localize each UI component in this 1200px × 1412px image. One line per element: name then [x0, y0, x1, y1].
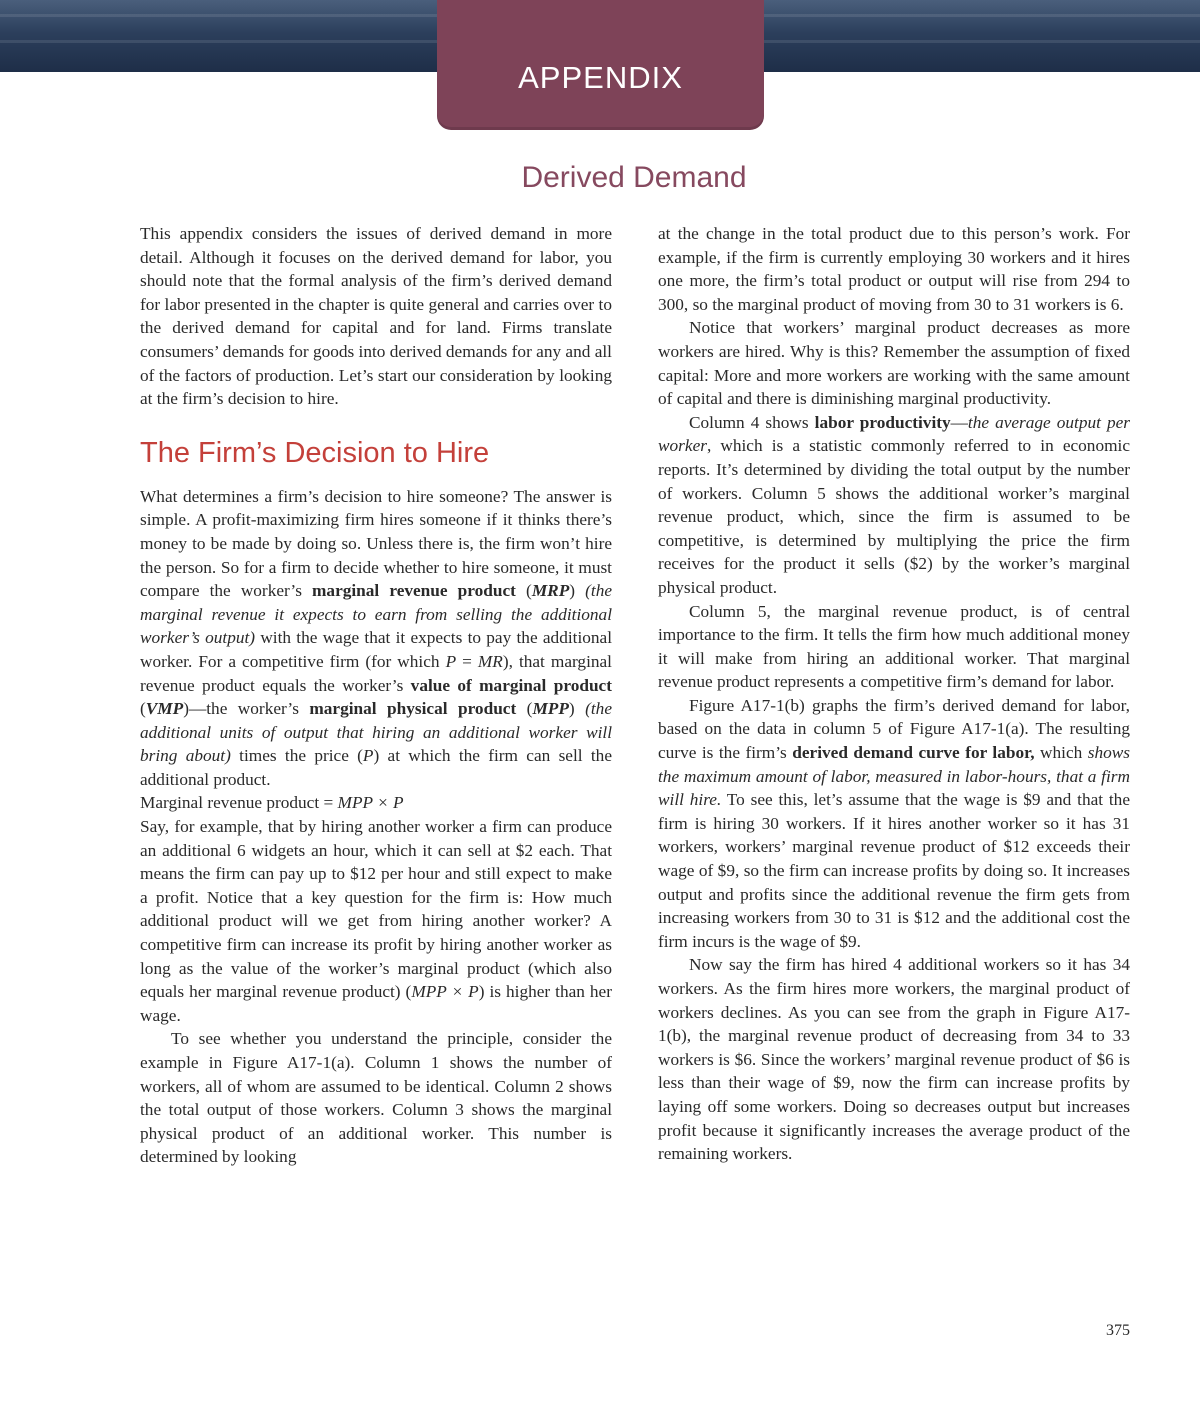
derived-demand-curve-paragraph: Figure A17-1(b) graphs the firm’s derived demand for labor, based on the data in column 5 of Figure A17-1(a). The resulting curve is the firm’s derived demand curve for labor, which shows the maximum amount of labor, measured in labor-hours, that a firm will hire. To see this, let’s assume that the wage is $9 and that the firm is hiring 30 workers. If it hires another worker so it has 31 workers, workers’ marginal revenue product of $12 exceeds their wage of $9, so the firm can increase profits by doing so. It increases output and profits since the additional revenue the firm gets from increasing workers from 30 to 31 is $12 and the additional cost the firm incurs is the wage of $9.: [658, 695, 1131, 951]
page-number: 375: [1106, 1322, 1130, 1339]
appendix-tab: [437, 0, 764, 130]
diminishing-paragraph: Notice that workers’ marginal product decreases as more workers are hired. Why is this? Remember the assumption of fixed capital: More and more workers are working with the same amount of capital and there is diminishing marginal productivity.: [658, 318, 1130, 409]
continued-paragraph: at the change in the total product due to this person’s work. For example, if the firm is currently employing 30 workers and it hires one more, the firm’s total product or output will rise from 294 to 300, so the marginal product of moving from 30 to 31 workers is 6.: [658, 224, 1130, 314]
example-paragraph: Say, for example, that by hiring another worker a firm can produce an additional 6 widgets an hour, which it can sell at $2 each. That means the firm can pay up to $12 per hour and still expect to make a profit. Notice that a key question for the firm is: How much additional product will we get from hiring another worker? A competitive firm can increase its profit by hiring another worker as long as the value of the worker’s marginal product (which also equals her marginal revenue product) (MPP × P) is higher than her wage.: [140, 817, 612, 1025]
mrp-importance-paragraph: Column 5, the marginal revenue product, is of central importance to the firm. It tells the firm how much additional money it will make from hiring an additional worker. That marginal revenue product represents a competitive firm’s demand for labor.: [658, 601, 1130, 692]
section-heading: The Firm’s Decision to Hire: [140, 436, 490, 469]
appendix-tab-label: APPENDIX: [518, 60, 683, 95]
page-title: Derived Demand: [521, 161, 747, 194]
mrp-equation: Marginal revenue product = MPP × P: [140, 793, 404, 813]
right-column: [658, 222, 1130, 1166]
layoff-paragraph: Now say the firm has hired 4 additional workers so it has 34 workers. As the firm hires more workers, the marginal product of workers declines. As you can see from the graph in Figure A17-1(b), the marginal revenue product of decreasing from 34 to 33 workers is $6. Since the workers’ marginal revenue product of $6 is less than their wage of $9, now the firm can increase profits by laying off some workers. Doing so decreases output but increases profit because it significantly increases the average product of the remaining workers.: [658, 955, 1130, 1164]
figure-reference-paragraph: To see whether you understand the principle, consider the example in Figure A17-1(a). Column 1 shows the number of workers, all of whom are assumed to be identical. Column 2 shows the total output of those workers. Column 3 shows the marginal physical product of an additional worker. This number is determined by looking: [140, 1029, 612, 1167]
left-column: [140, 222, 612, 1169]
intro-paragraph: This appendix considers the issues of derived demand in more detail. Although it focuses on the derived demand for labor, you should note that the formal analysis of the firm’s derived demand for labor presented in the chapter is quite general and carries over to the derived demand for capital and for land. Firms translate consumers’ demands for goods into derived demands for any and all of the factors of production. Let’s start our consideration by looking at the firm’s decision to hire.: [140, 224, 612, 409]
labor-productivity-paragraph: Column 4 shows labor productivity—the average output per worker, which is a statistic commonly referred to in economic reports. It’s determined by dividing the total output by the number of workers. Column 5 shows the additional worker’s marginal revenue product, which, since the firm is assumed to be competitive, is determined by multiplying the price the firm receives for the product it sells ($2) by the worker’s marginal physical product.: [658, 412, 1130, 597]
hire-decision-paragraph: What determines a firm’s decision to hire someone? The answer is simple. A profit-maximizing firm hires someone if it thinks there’s money to be made by doing so. Unless there is, the firm won’t hire the person. So for a firm to decide whether to hire someone, it must compare the worker’s marginal revenue product (MRP) (the marginal revenue it expects to earn from selling the additional worker’s output) with the wage that it expects to pay the additional worker. For a competitive firm (for which P = MR), that marginal revenue product equals the worker’s value of marginal product (VMP)—the worker’s marginal physical product (MPP) (the additional units of output that hiring an additional worker will bring about) times the price (P) at which the firm can sell the additional product.: [140, 486, 613, 789]
